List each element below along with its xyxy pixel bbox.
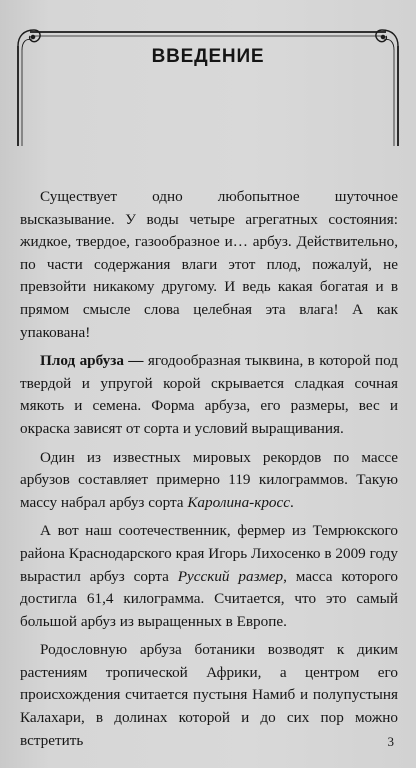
italic-term: Русский размер — [177, 567, 284, 585]
text-run: А вот наш соотечественник, фермер из Темрюкского района Краснодарского края Игорь Лихосенко в 2009 году вырастил арбуз сорта — [20, 522, 398, 585]
text-run: Родословную арбуза ботаники возводят к диким растениям тропической Африки, а центром его происхождения считается пустыня Намиб и полупустыня Калахари, в долинах которой и до сих пор можно встретить — [20, 641, 398, 749]
text-run: Один из известных мировых рекордов по массе арбузов составляет примерно 119 килограммов. Такую массу набрал арбуз сорта — [20, 448, 398, 511]
body-text — [20, 186, 398, 758]
italic-term: Каролина-кросс — [187, 493, 290, 511]
text-run: Существует одно любопытное шуточное высказывание. У воды четыре агрегатных состояния: жидкое, твердое, газообразное и… арбуз. Действительно, по части содержания влаги этот плод, пожалуй, не превзойти никакому другому. И ведь какая богатая и в прямом смысле слова целебная эта влага! А как упакована! — [20, 188, 398, 341]
chapter-heading-frame — [12, 26, 404, 150]
page-number: 3 — [387, 734, 394, 749]
text-run: , масса которого достигла 61,4 килограмма. Считается, что это самый большой арбуз из выращенных в Европе. — [20, 567, 398, 630]
text-run: ягодообразная тыквина, в которой под твердой и упругой корой скрывается сладкая сочная мякоть и семена. Форма арбуза, его размеры, вес и окраска зависят от сорта и условий выращивания. — [20, 352, 398, 437]
paragraph — [20, 520, 398, 633]
bold-term: Плод арбуза — — [40, 352, 144, 370]
paragraph — [20, 447, 398, 515]
paragraph — [20, 639, 398, 752]
chapter-title: ВВЕДЕНИЕ — [151, 46, 265, 67]
ornamental-frame-icon — [12, 26, 404, 150]
paragraph — [20, 186, 398, 344]
text-run: . — [290, 493, 294, 511]
paragraph — [20, 350, 398, 440]
